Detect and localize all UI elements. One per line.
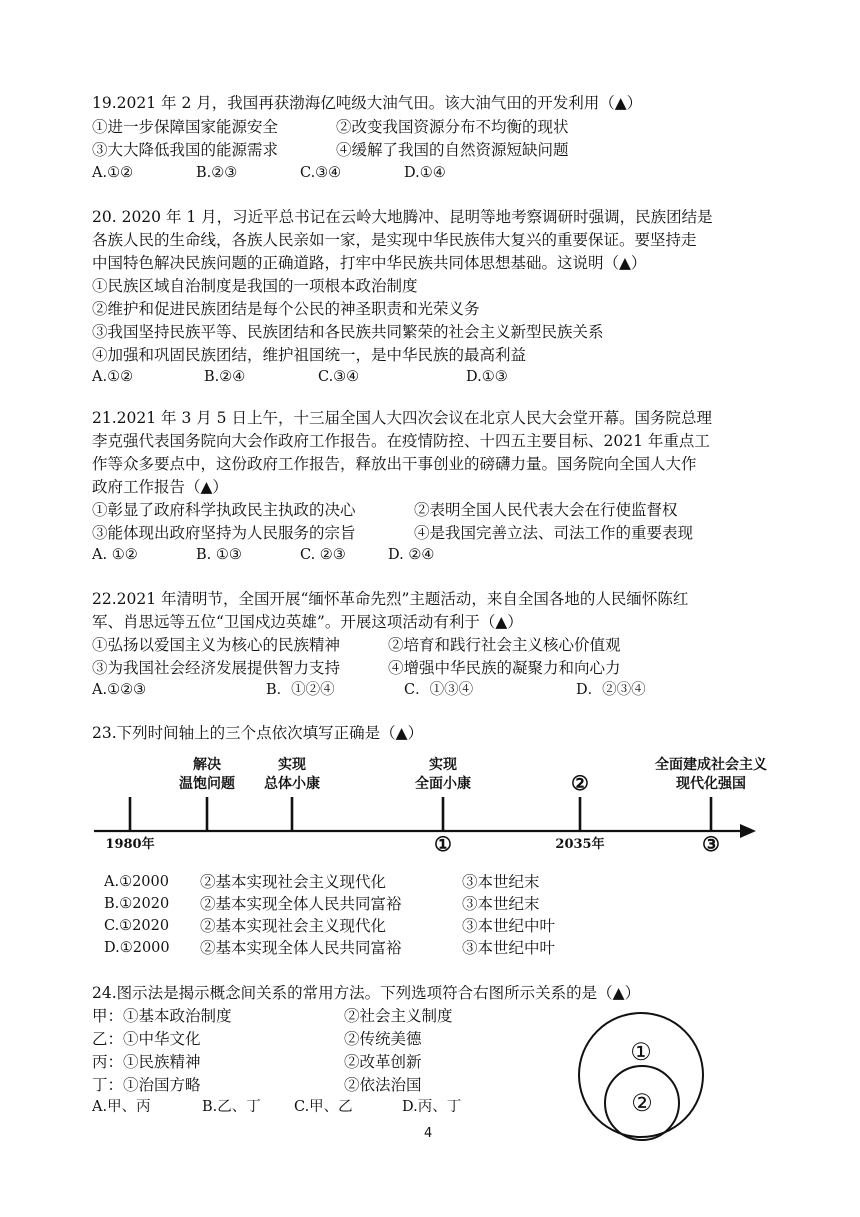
timeline-label-modern-2: 现代化强国 <box>676 776 746 792</box>
q23-option-b-3: ③本世纪末 <box>462 895 540 913</box>
q21-statement-2: ②表明全国人民代表大会在行使监督权 <box>414 501 678 519</box>
q21-option-d: D. ②④ <box>388 547 435 563</box>
timeline-label-point-1: ① <box>434 832 452 856</box>
q19-statement-2: ②改变我国资源分布不均衡的现状 <box>336 118 569 136</box>
q20-statement-1: ①民族区域自治制度是我国的一项根本政治制度 <box>92 277 418 295</box>
q20-option-c: C.③④ <box>318 369 360 385</box>
q23-option-d-1: D.①2000 <box>104 940 170 956</box>
q21-statement-1: ①彰显了政府科学执政民主执政的决心 <box>92 501 356 519</box>
q23-option-b-1: B.①2020 <box>104 896 170 912</box>
q23-option-c-2: ②基本实现社会主义现代化 <box>200 917 387 935</box>
q19-option-d: D.①④ <box>404 165 446 181</box>
q22-option-a: A.①②③ <box>92 682 147 698</box>
q24-stem: 24.图示法是揭示概念间关系的常用方法。下列选项符合右图所示关系的是（▲） <box>92 984 641 1002</box>
timeline-label-overall-2: 总体小康 <box>264 776 320 792</box>
q24-row-jia-1: 甲：①基本政治制度 <box>92 1007 232 1025</box>
q22-statement-4: ④增强中华民族的凝聚力和向心力 <box>388 659 621 677</box>
q23-stem: 23.下列时间轴上的三个点依次填写正确是（▲） <box>92 724 424 742</box>
q24-option-a: A.甲、丙 <box>92 1099 151 1115</box>
q24-row-ding-2: ②依法治国 <box>344 1076 422 1094</box>
q24-row-bing-1: 丙：①民族精神 <box>92 1053 201 1071</box>
q24-row-yi-2: ②传统美德 <box>344 1030 422 1048</box>
q23-option-a-1: A.①2000 <box>104 874 169 890</box>
q20-option-d: D.①③ <box>466 369 508 385</box>
q21-option-c: C. ②③ <box>300 547 346 563</box>
outer-circle <box>579 1013 703 1137</box>
q20-stem-line-2: 各族人民的生命线，各族人民亲如一家，是实现中华民族伟大复兴的重要保证。要坚持走 <box>92 231 697 249</box>
q21-stem-line-4: 政府工作报告（▲） <box>92 478 228 496</box>
q23-option-d-2: ②基本实现全体人民共同富裕 <box>200 939 402 957</box>
timeline-label-subsistence-1: 解决 <box>193 757 221 773</box>
q21-stem-line-3: 作等众多要点中，这份政府工作报告，释放出干事创业的磅礴力量。国务院向全国人大作 <box>92 455 697 473</box>
q20-option-a: A.①② <box>92 369 134 385</box>
timeline-label-1980: 1980年 <box>105 837 155 852</box>
q19-option-a: A.①② <box>92 165 134 181</box>
q22-statement-3: ③为我国社会经济发展提供智力支持 <box>92 659 341 677</box>
timeline-label-point-2: ② <box>571 771 589 795</box>
timeline-label-overall-1: 实现 <box>278 757 306 773</box>
q22-option-c: C．①③④ <box>404 682 474 698</box>
q21-option-a: A. ①② <box>92 547 138 563</box>
q21-statement-3: ③能体现出政府坚持为人民服务的宗旨 <box>92 524 356 542</box>
q22-option-d: D．②③④ <box>576 682 646 698</box>
q20-stem-line-1: 20. 2020 年 1 月，习近平总书记在云岭大地腾冲、昆明等地考察调研时强调，民族团结是 <box>92 208 713 226</box>
q23-option-d-3: ③本世纪中叶 <box>462 939 556 957</box>
q24-option-c: C.甲、乙 <box>294 1099 353 1115</box>
timeline-label-comprehensive-2: 全面小康 <box>415 776 471 792</box>
q21-stem-line-2: 李克强代表国务院向大会作政府工作报告。在疫情防控、十四五主要目标、2021 年重点工 <box>92 432 710 450</box>
timeline-label-subsistence-2: 温饱问题 <box>179 776 235 792</box>
q23-option-a-3: ③本世纪末 <box>462 873 540 891</box>
timeline-label-modern-1: 全面建成社会主义 <box>655 757 767 773</box>
q19-stem: 19.2021 年 2 月，我国再获渤海亿吨级大油气田。该大油气田的开发利用（▲） <box>92 94 643 112</box>
q24-row-bing-2: ②改革创新 <box>344 1053 422 1071</box>
timeline-label-2035: 2035年 <box>555 837 605 852</box>
q23-option-b-2: ②基本实现全体人民共同富裕 <box>200 895 402 913</box>
q22-statement-2: ②培育和践行社会主义核心价值观 <box>388 636 621 654</box>
nested-circle-diagram <box>576 990 706 1160</box>
q20-statement-3: ③我国坚持民族平等、民族团结和各民族共同繁荣的社会主义新型民族关系 <box>92 323 604 341</box>
q22-stem-line-2: 军、肖思远等五位“卫国戍边英雄”。开展这项活动有利于（▲） <box>92 613 523 631</box>
q22-option-b: B．①②④ <box>266 682 335 698</box>
q19-statement-4: ④缓解了我国的自然资源短缺问题 <box>336 141 569 159</box>
q19-statement-1: ①进一步保障国家能源安全 <box>92 118 279 136</box>
timeline-label-point-3: ③ <box>702 832 720 856</box>
q20-option-b: B.②④ <box>204 369 246 385</box>
q19-option-c: C.③④ <box>300 165 342 181</box>
q24-row-yi-1: 乙：①中华文化 <box>92 1030 201 1048</box>
q22-statement-1: ①弘扬以爱国主义为核心的民族精神 <box>92 636 341 654</box>
q22-stem-line-1: 22.2021 年清明节，全国开展“缅怀革命先烈”主题活动，来自全国各地的人民缅怀陈红 <box>92 590 689 608</box>
q24-option-b: B.乙、丁 <box>202 1099 261 1115</box>
q21-option-b: B. ①③ <box>196 547 242 563</box>
q21-statement-4: ④是我国完善立法、司法工作的重要表现 <box>414 524 694 542</box>
q19-option-b: B.②③ <box>196 165 238 181</box>
q23-option-a-2: ②基本实现社会主义现代化 <box>200 873 387 891</box>
q20-statement-4: ④加强和巩固民族团结，维护祖国统一，是中华民族的最高利益 <box>92 346 527 364</box>
q20-statement-2: ②维护和促进民族团结是每个公民的神圣职责和光荣义务 <box>92 300 480 318</box>
q23-option-c-1: C.①2020 <box>104 918 170 934</box>
q24-row-jia-2: ②社会主义制度 <box>344 1007 453 1025</box>
timeline-label-comprehensive-1: 实现 <box>429 757 457 773</box>
q19-statement-3: ③大大降低我国的能源需求 <box>92 141 279 159</box>
page-number: 4 <box>424 1126 433 1141</box>
q24-option-d: D.丙、丁 <box>402 1099 462 1115</box>
q23-option-c-3: ③本世纪中叶 <box>462 917 556 935</box>
q20-stem-line-3: 中国特色解决民族问题的正确道路，打牢中华民族共同体思想基础。这说明（▲） <box>92 254 647 272</box>
q21-stem-line-1: 21.2021 年 3 月 5 日上午，十三届全国人大四次会议在北京人民大会堂开幕。国务院总理 <box>92 409 712 427</box>
outer-circle-label: ① <box>630 1038 652 1066</box>
inner-circle-label: ② <box>631 1089 653 1117</box>
timeline-arrow-head <box>740 824 756 838</box>
q24-row-ding-1: 丁：①治国方略 <box>92 1076 201 1094</box>
